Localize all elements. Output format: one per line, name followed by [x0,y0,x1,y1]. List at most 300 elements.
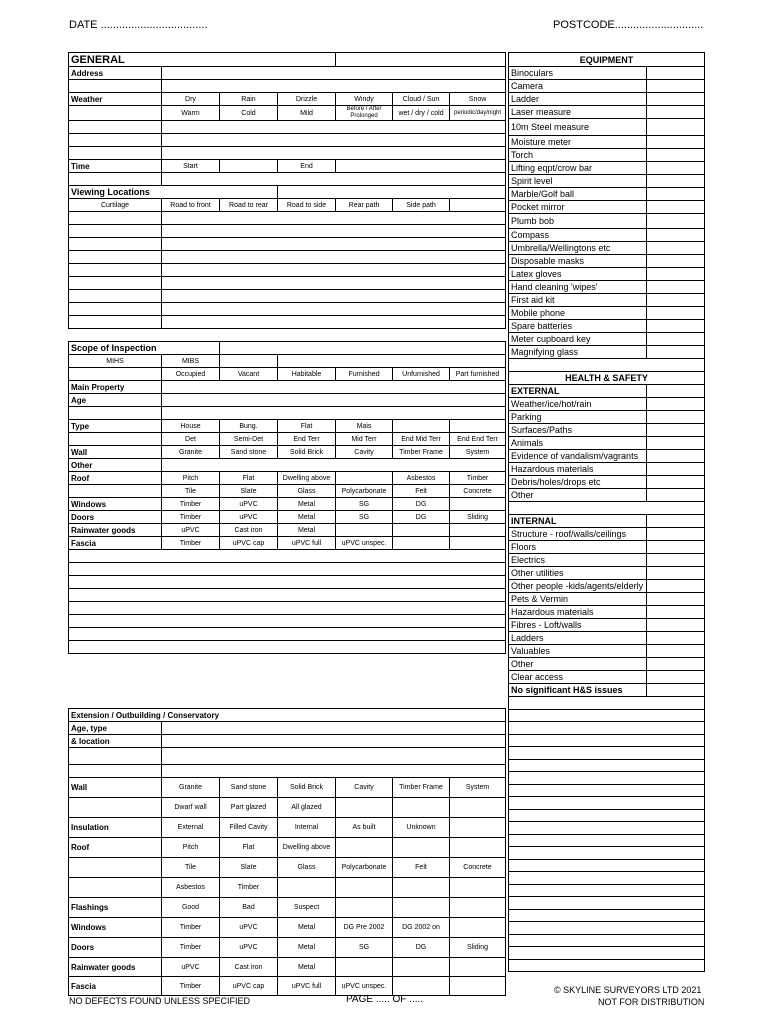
form-row [509,359,705,372]
entry-cell[interactable] [69,748,162,765]
form-row [509,835,705,847]
equipment-check[interactable] [647,119,705,136]
entry-cell[interactable] [69,134,162,147]
entry-cell[interactable] [162,381,506,394]
option-cell: Dwelling above [278,472,336,485]
form-row [69,498,506,511]
form-row [509,450,705,463]
form-row [509,80,705,93]
option-cell: Pitch [162,838,220,858]
option-cell: Good [162,898,220,918]
form-row [509,772,705,785]
form-row [69,798,506,818]
entry-cell[interactable] [450,818,506,838]
option-cell: periodic/day/night [450,106,506,121]
hazard-check[interactable] [647,541,705,554]
entry-cell[interactable] [450,958,506,977]
option-cell: Cold [220,106,278,121]
entry-cell[interactable] [336,798,393,818]
option-cell: Metal [278,498,336,511]
entry-cell[interactable] [69,121,162,134]
entry-cell[interactable] [69,290,162,303]
entry-cell[interactable] [647,385,705,398]
entry-cell[interactable] [69,563,506,576]
option-cell: As built [336,818,393,838]
form-row [69,550,506,563]
notes-line[interactable] [509,860,705,872]
entry-cell[interactable] [450,798,506,818]
entry-cell[interactable] [336,524,393,537]
equipment-check[interactable] [647,93,705,106]
label-blank[interactable] [69,798,162,818]
form-row [509,268,705,281]
equipment-check[interactable] [647,242,705,255]
notes-line[interactable] [509,885,705,897]
entry-cell[interactable] [162,67,506,80]
entry-cell[interactable] [393,898,450,918]
form-row [69,485,506,498]
entry-cell[interactable] [336,958,393,977]
form-row [509,398,705,411]
entry-cell[interactable] [162,134,506,147]
equipment-check[interactable] [647,307,705,320]
option-cell: MIBS [162,355,220,368]
hazard-item: Fibres - Loft/walls [509,619,647,632]
notes-line[interactable] [509,910,705,922]
notes-line[interactable] [509,935,705,947]
entry-cell[interactable] [162,251,506,264]
option-cell: Mid Terr [336,433,393,446]
hazard-check[interactable] [647,606,705,619]
form-row [69,938,506,958]
option-cell: Slate [220,485,278,498]
entry-cell[interactable] [393,878,450,898]
form-row [509,229,705,242]
form-row [509,860,705,872]
entry-cell[interactable] [69,589,506,602]
entry-cell[interactable] [69,550,506,563]
entry-cell[interactable] [69,407,162,420]
equipment-check[interactable] [647,188,705,201]
entry-cell[interactable] [393,977,450,996]
equipment-check[interactable] [647,201,705,214]
form-row [509,463,705,476]
entry-cell[interactable] [69,368,162,381]
form-row [69,818,506,838]
entry-cell[interactable] [162,173,506,186]
notes-line[interactable] [509,785,705,797]
hazard-check[interactable] [647,463,705,476]
form-row [509,554,705,567]
entry-cell[interactable] [393,798,450,818]
entry-cell[interactable] [162,121,506,134]
notes-line[interactable] [509,872,705,885]
notes-line[interactable] [509,797,705,810]
entry-cell[interactable] [69,80,162,93]
form-row [509,785,705,797]
notes-line[interactable] [509,772,705,785]
form-row [69,67,506,80]
date-field[interactable]: DATE ................................... [69,19,208,31]
option-cell: Timber Frame [393,446,450,459]
rainwater-label: Rainwater goods [69,524,162,537]
option-cell: All glazed [278,798,336,818]
entry-cell[interactable] [336,898,393,918]
entry-cell[interactable] [69,147,162,160]
equipment-check[interactable] [647,333,705,346]
equipment-check[interactable] [647,149,705,162]
hazard-check[interactable] [647,554,705,567]
equipment-check[interactable] [647,268,705,281]
entry-cell[interactable] [162,225,506,238]
entry-cell[interactable] [69,316,162,329]
hazard-item: Hazardous materials [509,606,647,619]
entry-cell[interactable] [509,502,705,515]
entry-cell[interactable] [162,748,506,765]
option-cell: Vacant [220,368,278,381]
notes-line[interactable] [509,810,705,822]
entry-cell[interactable] [393,838,450,858]
option-cell: Concrete [450,858,506,878]
entry-cell[interactable] [69,173,162,186]
option-cell: Asbestos [393,472,450,485]
entry-cell[interactable] [647,684,705,697]
entry-cell[interactable] [450,977,506,996]
notes-line[interactable] [509,722,705,735]
hazard-check[interactable] [647,437,705,450]
notes-line[interactable] [509,847,705,860]
equipment-check[interactable] [647,162,705,175]
notes-line[interactable] [509,822,705,835]
form-row [69,459,506,472]
footer-page-number[interactable]: PAGE ..... OF ..... [346,994,424,1005]
footer-no-defects: NO DEFECTS FOUND UNLESS SPECIFIED [69,996,251,1006]
entry-cell[interactable] [69,251,162,264]
option-cell: Mais [336,420,393,433]
entry-cell[interactable] [393,420,450,433]
entry-cell[interactable] [393,524,450,537]
form-row [69,342,506,355]
notes-line[interactable] [509,922,705,935]
form-row [509,320,705,333]
hazard-check[interactable] [647,567,705,580]
form-row [69,420,506,433]
form-row [509,606,705,619]
spacer [69,329,506,342]
entry-cell[interactable] [162,765,506,778]
option-cell: Cloud / Sun [393,93,450,106]
entry-cell[interactable] [220,355,278,368]
entry-cell[interactable] [162,238,506,251]
entry-cell[interactable] [69,765,162,778]
entry-cell[interactable] [450,420,506,433]
option-cell: Felt [393,485,450,498]
option-cell: House [162,420,220,433]
equipment-title: EQUIPMENT [509,53,705,67]
option-cell: uPVC unspec. [336,977,393,996]
form-row [69,602,506,615]
equipment-check[interactable] [647,281,705,294]
form-row [69,838,506,858]
entry-cell[interactable] [450,524,506,537]
option-cell: Timber [220,878,278,898]
option-cell: Filled Cavity [220,818,278,838]
form-row [509,201,705,214]
option-cell: uPVC [220,938,278,958]
hazard-item: Evidence of vandalism/vagrants [509,450,647,463]
entry-cell[interactable] [69,602,506,615]
entry-cell[interactable] [162,735,506,748]
main-property-label: Main Property [69,381,162,394]
form-row [509,619,705,632]
hazard-check[interactable] [647,450,705,463]
entry-cell[interactable] [336,53,506,67]
external-heading: EXTERNAL [509,385,647,398]
entry-cell[interactable] [220,342,506,355]
other-label: Other [69,459,162,472]
entry-cell[interactable] [162,394,506,407]
option-cell: Mild [278,106,336,121]
hazard-check[interactable] [647,671,705,684]
equipment-check[interactable] [647,320,705,333]
entry-cell[interactable] [450,898,506,918]
entry-cell[interactable] [69,576,506,589]
label-blank[interactable] [69,485,162,498]
option-cell: Polycarbonate [336,858,393,878]
postcode-field[interactable]: POSTCODE............................. [553,19,704,31]
entry-cell[interactable] [69,225,162,238]
equipment-item: Lifting eqpt/crow bar [509,162,647,175]
form-row [69,918,506,938]
form-row [509,346,705,359]
general-title: GENERAL [69,53,336,67]
hazard-check[interactable] [647,593,705,606]
weather-label: Weather [69,93,162,106]
equipment-check[interactable] [647,346,705,359]
equipment-item: Laser measure [509,106,647,119]
entry-cell[interactable] [69,615,506,628]
entry-cell[interactable] [450,838,506,858]
entry-cell[interactable] [278,186,506,199]
entry-cell[interactable] [69,628,506,641]
notes-line[interactable] [509,697,705,710]
form-row [509,697,705,710]
entry-cell[interactable] [69,303,162,316]
hazard-item: Hazardous materials [509,463,647,476]
notes-line[interactable] [509,747,705,760]
hazard-check[interactable] [647,424,705,437]
entry-cell[interactable] [393,537,450,550]
equipment-item: Meter cupboard key [509,333,647,346]
equipment-check[interactable] [647,255,705,268]
hazard-check[interactable] [647,632,705,645]
notes-line[interactable] [509,960,705,972]
form-row [69,722,506,735]
equipment-item: Plumb bob [509,214,647,229]
option-cell: Snow [450,93,506,106]
entry-cell[interactable] [69,641,506,654]
entry-cell[interactable] [278,878,336,898]
notes-line[interactable] [509,947,705,960]
form-row [509,119,705,136]
option-cell: Asbestos [162,878,220,898]
form-row [509,281,705,294]
entry-cell[interactable] [450,537,506,550]
option-cell: Occupied [162,368,220,381]
hazard-check[interactable] [647,645,705,658]
equipment-item: Compass [509,229,647,242]
notes-line[interactable] [509,897,705,910]
entry-cell[interactable] [162,459,506,472]
form-row [509,515,705,528]
notes-line[interactable] [509,835,705,847]
entry-cell[interactable] [162,147,506,160]
entry-cell[interactable] [162,316,506,329]
age-label: Age [69,394,162,407]
entry-cell[interactable] [69,277,162,290]
equipment-check[interactable] [647,175,705,188]
form-row [509,747,705,760]
option-cell: Timber [162,918,220,938]
entry-cell[interactable] [162,277,506,290]
entry-cell[interactable] [162,80,506,93]
form-row [69,303,506,316]
hazard-check[interactable] [647,619,705,632]
entry-cell[interactable] [162,264,506,277]
form-row [509,411,705,424]
form-row [509,385,705,398]
form-row [509,136,705,149]
entry-cell[interactable] [69,238,162,251]
equipment-check[interactable] [647,229,705,242]
notes-line[interactable] [509,735,705,747]
form-row [69,407,506,420]
option-cell: Metal [278,958,336,977]
option-cell: Cast iron [220,958,278,977]
hazard-check[interactable] [647,658,705,671]
fascia-label: Fascia [69,537,162,550]
option-cell: Felt [393,858,450,878]
option-cell: Concrete [450,485,506,498]
entry-cell[interactable] [647,515,705,528]
hazard-item: Other [509,658,647,671]
form-row [69,878,506,898]
form-row [509,671,705,684]
label-blank[interactable] [69,433,162,446]
form-row [509,947,705,960]
form-row [509,722,705,735]
entry-cell[interactable] [162,407,506,420]
form-row [509,632,705,645]
equipment-check[interactable] [647,136,705,149]
form-row [69,778,506,798]
label-blank[interactable] [69,858,162,878]
option-cell: DG [393,938,450,958]
option-cell: Metal [278,918,336,938]
entry-cell[interactable] [450,878,506,898]
hazard-item: Structure - roof/walls/ceilings [509,528,647,541]
entry-cell[interactable] [162,722,506,735]
equipment-check[interactable] [647,214,705,229]
entry-cell[interactable] [220,160,278,173]
age-type-label: Age, type [69,722,162,735]
entry-cell[interactable] [336,160,506,173]
form-row [69,368,506,381]
option-cell: Road to rear [220,199,278,212]
form-row [509,567,705,580]
option-cell: Furnished [336,368,393,381]
hazard-check[interactable] [647,580,705,593]
hazard-item: Debris/holes/drops etc [509,476,647,489]
option-cell: Sand stone [220,778,278,798]
rainwater-label: Rainwater goods [69,958,162,977]
entry-cell[interactable] [336,878,393,898]
entry-cell[interactable] [69,264,162,277]
equipment-check[interactable] [647,294,705,307]
form-row [69,53,506,67]
entry-cell[interactable] [450,918,506,938]
entry-cell[interactable] [393,958,450,977]
form-row [509,437,705,450]
form-row [69,238,506,251]
entry-cell[interactable] [450,498,506,511]
entry-cell[interactable] [336,838,393,858]
extension-title: Extension / Outbuilding / Conservatory [69,709,506,722]
option-cell: Flat [220,838,278,858]
equipment-check[interactable] [647,67,705,80]
form-row [509,872,705,885]
entry-cell[interactable] [162,290,506,303]
entry-cell[interactable] [69,212,162,225]
label-blank[interactable] [69,878,162,898]
option-cell: Before / After Prolonged [336,106,393,121]
option-cell: Cavity [336,778,393,798]
hazard-check[interactable] [647,476,705,489]
entry-cell[interactable] [278,355,506,368]
entry-cell[interactable] [509,359,647,372]
notes-line[interactable] [509,760,705,772]
footer-copyright: © SKYLINE SURVEYORS LTD 2021 [554,985,702,995]
option-cell: Metal [278,524,336,537]
form-row [69,329,506,342]
entry-cell[interactable] [336,472,393,485]
entry-cell[interactable] [647,359,705,372]
option-cell: Timber [450,472,506,485]
equipment-health-safety-table [508,52,705,972]
option-cell: Flat [220,472,278,485]
hazard-check[interactable] [647,489,705,502]
equipment-item: Pocket mirror [509,201,647,214]
hazard-check[interactable] [647,398,705,411]
hazard-check[interactable] [647,528,705,541]
form-row [69,134,506,147]
form-row [509,922,705,935]
equipment-check[interactable] [647,106,705,119]
entry-cell[interactable] [69,106,162,121]
form-row [509,580,705,593]
entry-cell[interactable] [162,303,506,316]
entry-cell[interactable] [450,199,506,212]
option-cell: System [450,778,506,798]
hazard-item: Other people -kids/agents/elderly [509,580,647,593]
hazard-check[interactable] [647,411,705,424]
notes-line[interactable] [509,710,705,722]
form-row [69,524,506,537]
option-cell: uPVC unspec. [336,537,393,550]
option-cell: SG [336,498,393,511]
entry-cell[interactable] [162,212,506,225]
equipment-check[interactable] [647,80,705,93]
